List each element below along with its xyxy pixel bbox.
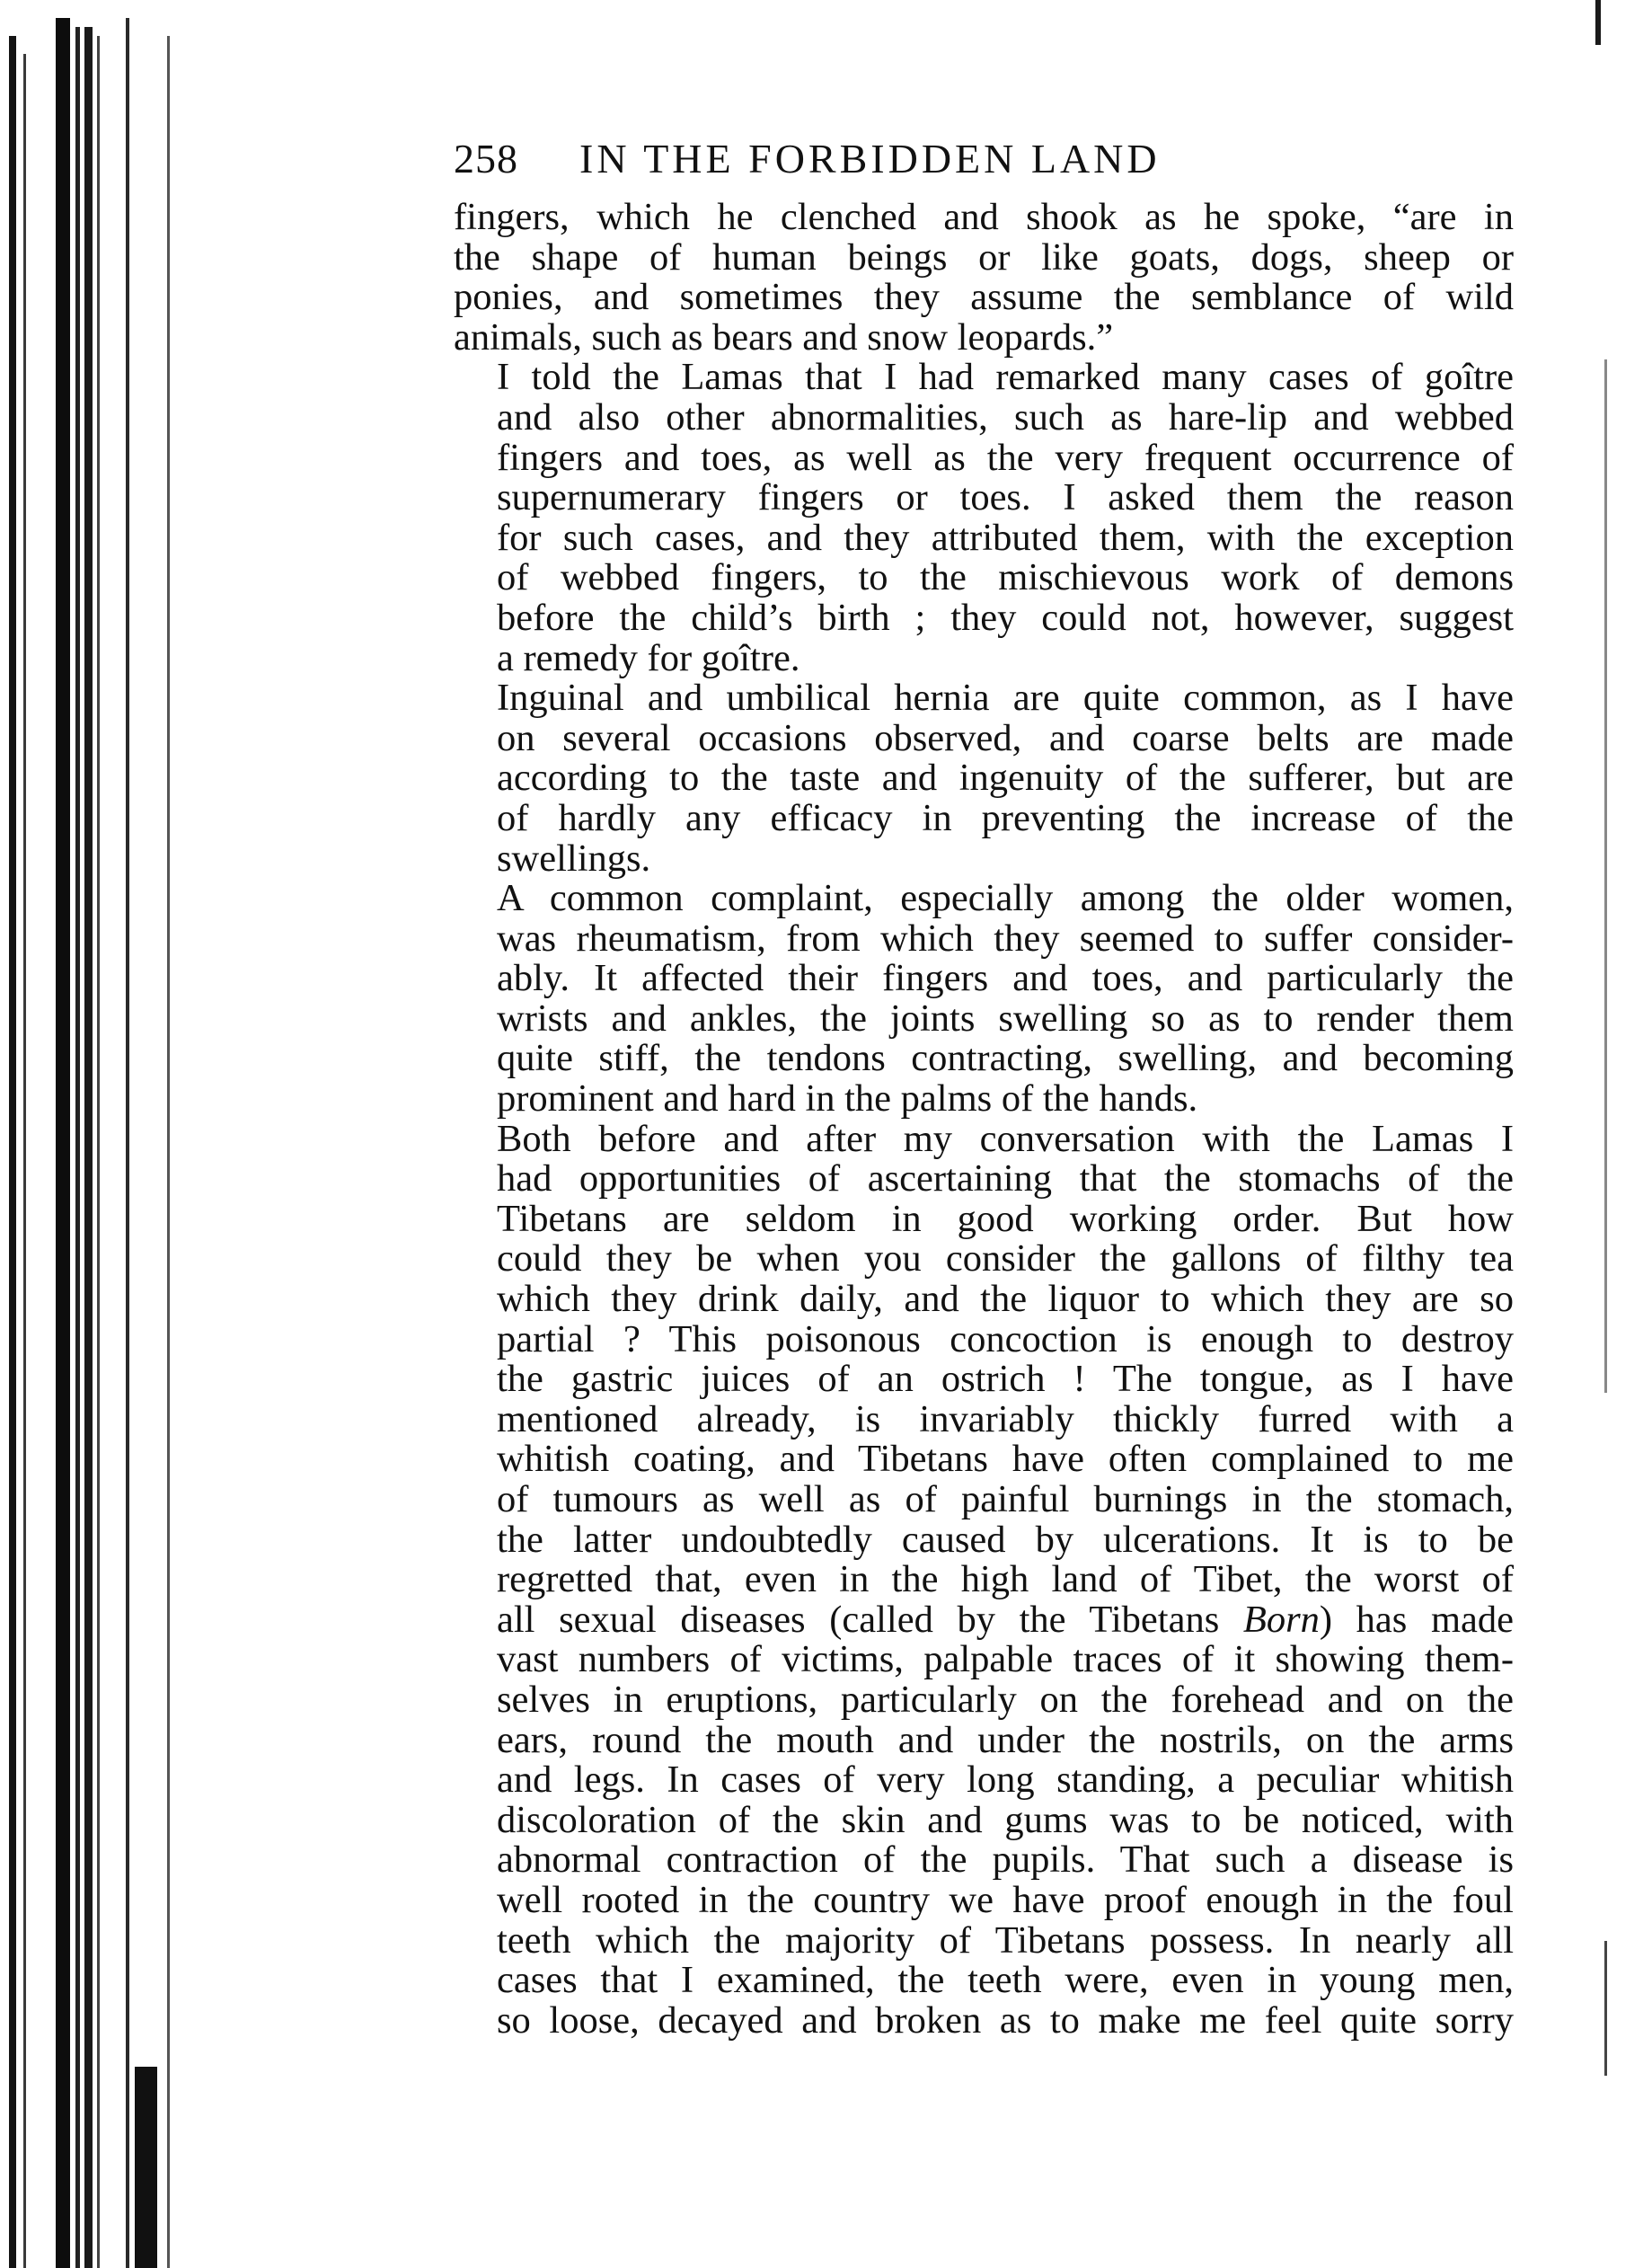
text-line: fingers, which he clenched and shook as he spoke, “are in (454, 196, 1514, 238)
text-line: the latter undoubtedly caused by ulcerations. It is to be (497, 1518, 1514, 1561)
text-line: Inguinal and umbilical hernia are quite common, as I have (497, 677, 1514, 720)
text-line: vast numbers of victims, palpable traces of it showing them- (497, 1638, 1514, 1681)
text-line: discoloration of the skin and gums was to be noticed, with (497, 1798, 1514, 1841)
text-line: fingers and toes, as well as the very frequent occurrence of (497, 436, 1514, 479)
book-page (454, 135, 1514, 2041)
text-line: so loose, decayed and broken as to make me feel quite sorry (497, 1998, 1514, 2042)
paragraph (454, 358, 1514, 678)
text-line: quite stiff, the tendons contracting, swelling, and becoming (497, 1037, 1514, 1080)
right-edge-mark-middle (1604, 359, 1607, 1393)
text-line: whitish coating, and Tibetans have often complained to me (497, 1438, 1514, 1481)
text-line: teeth which the majority of Tibetans possess. In nearly all (497, 1918, 1514, 1962)
text-line: according to the taste and ingenuity of the sufferer, but are (497, 757, 1514, 800)
text-line: wrists and ankles, the joints swelling so as to render them (497, 997, 1514, 1040)
text-line: selves in eruptions, particularly on the forehead and on the (497, 1678, 1514, 1721)
page-header (454, 135, 1514, 198)
text-line: the gastric juices of an ostrich ! The tongue, as I have (497, 1358, 1514, 1401)
text-line: Both before and after my conversation with the Lamas I (497, 1117, 1514, 1160)
text-line: cases that I examined, the teeth were, even in young men, (497, 1959, 1514, 2002)
text-line: animals, such as bears and snow leopards.” (454, 315, 1114, 359)
text-line: partial ? This poisonous concoction is enough to destroy (497, 1317, 1514, 1360)
text-line: ably. It affected their fingers and toes, and particularly the (497, 957, 1514, 1000)
text-line: abnormal contraction of the pupils. That such a disease is (497, 1838, 1514, 1882)
text-line: which they drink daily, and the liquor to which they are so (497, 1278, 1514, 1321)
paragraph (454, 198, 1514, 358)
text-line: before the child’s birth ; they could not, however, suggest (497, 596, 1514, 639)
text-line: and also other abnormalities, such as hare-lip and webbed (497, 395, 1514, 439)
text-line: the shape of human beings or like goats, dogs, sheep or (454, 235, 1514, 279)
text-line: prominent and hard in the palms of the hands. (497, 1077, 1198, 1121)
text-line: on several occasions observed, and coarse belts are made (497, 716, 1514, 759)
right-edge-mark-lower (1604, 1941, 1607, 2076)
text-line: swellings. (497, 837, 651, 880)
text-line: ponies, and sometimes they assume the semblance of wild (454, 276, 1514, 319)
book-binding-edge (0, 0, 180, 2268)
body-text (454, 198, 1514, 2041)
text-line: of webbed fingers, to the mischievous work of demons (497, 556, 1514, 599)
text-line: had opportunities of ascertaining that the stomachs of the (497, 1157, 1514, 1200)
text-line: ears, round the mouth and under the nostrils, on the arms (497, 1718, 1514, 1761)
text-line: supernumerary fingers or toes. I asked them the reason (497, 476, 1514, 519)
text-line: all sexual diseases (called by the Tibetans Born) has made (497, 1598, 1515, 1641)
text-line: could they be when you consider the gallons of filthy tea (497, 1237, 1514, 1280)
text-line: A common complaint, especially among the older women, (497, 877, 1514, 920)
text-line: Tibetans are seldom in good working order. But how (497, 1197, 1514, 1240)
running-title: IN THE FORBIDDEN LAND (579, 136, 1161, 182)
paragraph (454, 678, 1514, 879)
text-line: mentioned already, is invariably thickly furred with a (497, 1397, 1514, 1440)
text-line: regretted that, even in the high land of Tibet, the worst of (497, 1558, 1514, 1601)
text-line: and legs. In cases of very long standing, a peculiar whitish (497, 1759, 1514, 1802)
text-line: well rooted in the country we have proof enough in the foul (497, 1878, 1514, 1921)
page-number: 258 (454, 136, 518, 182)
text-line: of tumours as well as of painful burnings in the stomach, (497, 1478, 1514, 1520)
text-line: a remedy for goître. (497, 636, 800, 679)
text-line: was rheumatism, from which they seemed to suffer consider- (497, 917, 1514, 960)
text-line: I told the Lamas that I had remarked many cases of goître (497, 356, 1514, 399)
right-edge-mark-top (1595, 0, 1601, 45)
text-line: of hardly any efficacy in preventing the increase of the (497, 796, 1514, 839)
paragraph (454, 879, 1514, 1120)
text-line: for such cases, and they attributed them, with the exception (497, 516, 1514, 559)
paragraph (454, 1117, 1515, 2042)
